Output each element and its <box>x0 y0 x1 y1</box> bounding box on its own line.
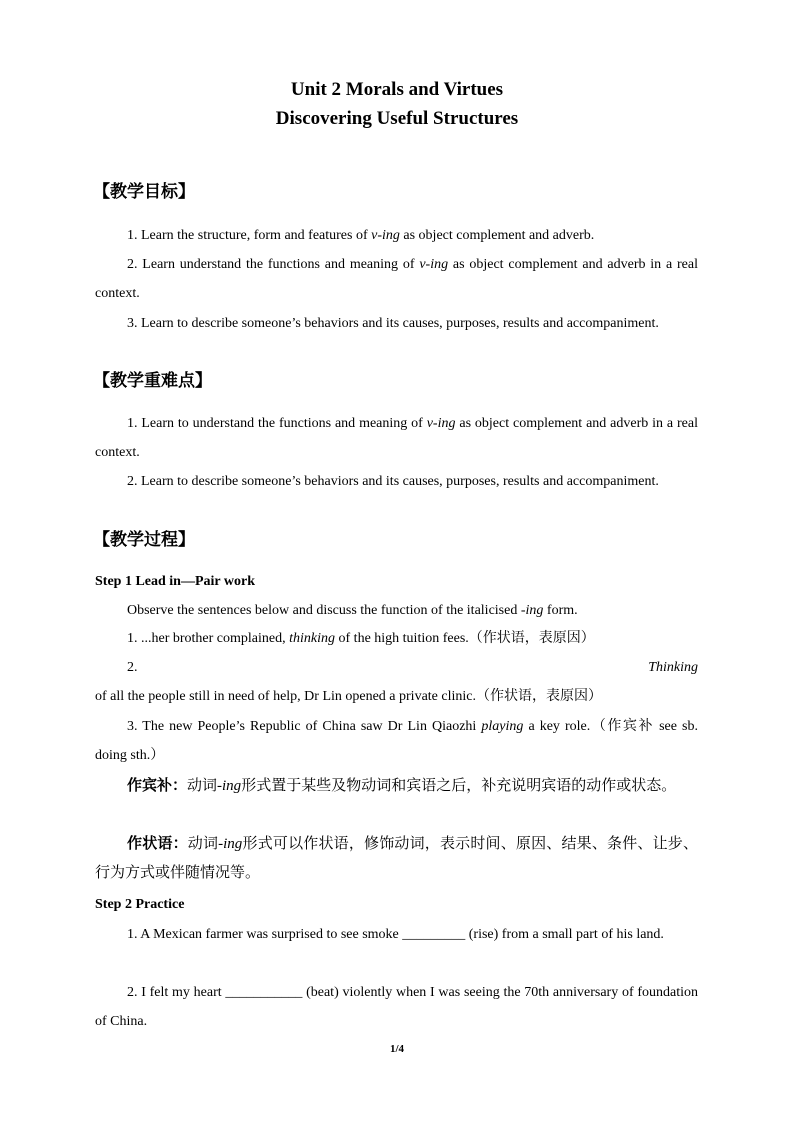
text-run: of all the people still in need of help, Dr Lin opened a private clinic.（作状语，表原因） <box>95 689 602 704</box>
step-title: Step 1 Lead in—Pair work <box>95 574 255 589</box>
text-run: a key role.（作宾补 see sb. doing sth.） <box>95 719 698 763</box>
text-run: 1. Learn the structure, form and features of <box>127 228 372 243</box>
text-run: as object complement and adverb in a real context. <box>95 416 698 460</box>
bold-label: 作状语： <box>127 836 188 852</box>
text-run: of the high tuition fees.（作状语，表原因） <box>335 631 595 646</box>
text-run: 动词- <box>187 836 224 852</box>
practice-exercise <box>95 978 698 1036</box>
grammar-note-adverbial <box>95 830 698 888</box>
italic-term: ing <box>223 836 243 852</box>
text-run: as object complement and adverb. <box>399 228 595 243</box>
unit-title: Unit 2 Morals and Virtues <box>290 79 504 100</box>
text-run: 2. Learn understand the functions and meaning of <box>127 257 420 272</box>
key-point-item <box>95 467 698 496</box>
text-run: 2. Learn to describe someone’s behaviors and its causes, purposes, results and accompaniment. <box>127 474 659 489</box>
text-run: 动词- <box>187 778 223 794</box>
objective-item <box>95 309 698 338</box>
text-run: form. <box>543 603 578 618</box>
text-run: as object complement and adverb in a real context. <box>95 257 698 301</box>
lesson-subtitle: Discovering Useful Structures <box>275 108 519 129</box>
italic-term: playing <box>481 719 524 734</box>
italic-term: v-ing <box>371 228 400 243</box>
italic-term: Thinking <box>648 660 698 675</box>
italic-term: ing <box>222 778 242 794</box>
italic-term: thinking <box>289 631 336 646</box>
key-point-item <box>95 409 698 467</box>
text-run: 2. <box>127 660 649 675</box>
step-instruction <box>95 596 698 625</box>
objectives-heading: 【教学目标】 <box>93 182 195 202</box>
key-points-heading: 【教学重难点】 <box>93 371 212 391</box>
text-run: 形式可以作状语，修饰动词，表示时间、原因、结果、条件、让步、行为方式或伴随情况等。 <box>95 836 698 881</box>
example-sentence <box>95 653 698 711</box>
text-run: 形式置于某些及物动词和宾语之后，补充说明宾语的动作或状态。 <box>241 778 677 794</box>
text-run: Observe the sentences below and discuss the function of the italicised <box>127 603 521 618</box>
bold-label: 作宾补： <box>127 778 188 794</box>
objective-item <box>95 250 698 308</box>
example-sentence <box>95 712 698 770</box>
text-run: 1. Learn to understand the functions and meaning of <box>127 416 427 431</box>
step-title: Step 2 Practice <box>95 897 185 912</box>
italic-term: v-ing <box>426 416 456 431</box>
italic-term: v-ing <box>419 257 449 272</box>
text-run: 1. A Mexican farmer was surprised to see smoke _________ (rise) from a small part of his land. <box>127 927 664 942</box>
italic-term: -ing <box>520 603 544 618</box>
objective-item <box>95 221 698 250</box>
grammar-note-object-complement <box>95 772 698 801</box>
example-sentence <box>95 624 698 653</box>
text-run: 3. Learn to describe someone’s behaviors and its causes, purposes, results and accompaniment. <box>127 316 659 331</box>
page-number: 1/4 <box>389 1043 405 1055</box>
text-run: 2. I felt my heart ___________ (beat) violently when I was seeing the 70th anniversary of foundation of China. <box>95 985 698 1029</box>
text-run: 1. ...her brother complained, <box>127 631 290 646</box>
practice-exercise <box>95 920 698 949</box>
process-heading: 【教学过程】 <box>93 530 195 550</box>
text-run: 3. The new People’s Republic of China saw Dr Lin Qiaozhi <box>127 719 482 734</box>
